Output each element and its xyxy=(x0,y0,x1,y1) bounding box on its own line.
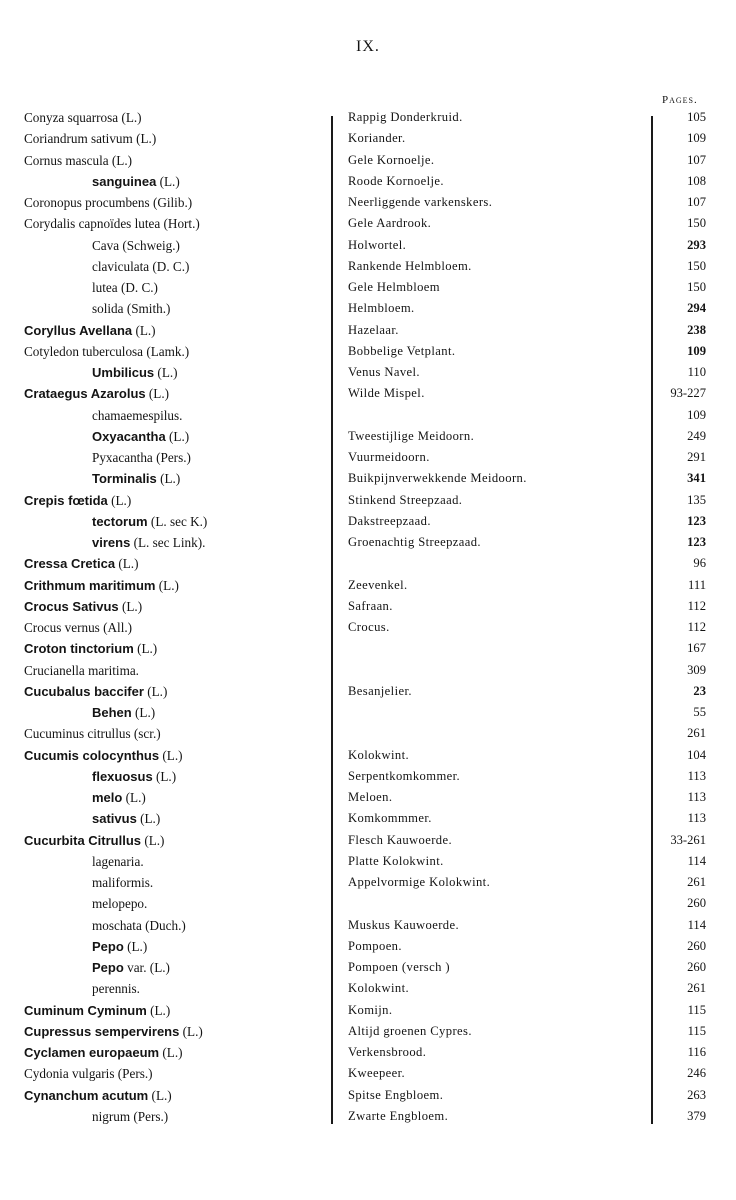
latin-name xyxy=(92,872,392,893)
species-name: Corydalis capnoïdes lutea xyxy=(24,216,161,232)
author-citation: (L.) xyxy=(123,938,148,954)
page-reference: 33-261 xyxy=(670,832,706,847)
author-citation: (L.) xyxy=(108,152,133,168)
author-citation: (Lamk.) xyxy=(143,343,190,359)
species-name: perennis. xyxy=(92,981,140,997)
author-citation: (L.) xyxy=(141,832,165,848)
dutch-name: Platte Kolokwint. xyxy=(348,853,444,868)
page-reference: 112 xyxy=(687,620,706,634)
page-reference: 379 xyxy=(687,1108,706,1123)
author-citation: var. (L.) xyxy=(123,960,170,975)
latin-name xyxy=(92,468,392,489)
latin-name xyxy=(24,213,324,234)
dutch-name: Gele Helmbloem xyxy=(348,280,440,294)
species-name: Pepo xyxy=(92,938,124,954)
index-row xyxy=(0,362,736,383)
dutch-name: Appelvormige Kolokwint. xyxy=(348,875,491,889)
dutch-name: Vuurmeidoorn. xyxy=(348,450,430,464)
page-reference: 263 xyxy=(687,1087,706,1102)
page-reference: 150 xyxy=(687,258,706,273)
latin-name xyxy=(24,107,324,128)
index-row xyxy=(0,107,736,128)
species-name: Cuminum Cyminum xyxy=(24,1002,147,1018)
index-row xyxy=(0,213,736,234)
index-row xyxy=(0,915,736,936)
dutch-name: Gele Aardrook. xyxy=(348,216,432,231)
index-row xyxy=(0,320,736,341)
dutch-name: Rappig Donderkruid. xyxy=(348,110,463,124)
index-row xyxy=(0,702,736,723)
latin-name xyxy=(24,320,324,341)
author-citation: (L.) xyxy=(122,790,146,805)
dutch-name: Pompoen. xyxy=(348,938,402,953)
index-row xyxy=(0,617,736,638)
index-row xyxy=(0,1063,736,1084)
latin-name xyxy=(92,171,392,192)
latin-name xyxy=(24,128,324,149)
page-reference: 293 xyxy=(687,237,706,252)
page-reference: 249 xyxy=(687,428,706,443)
index-row xyxy=(0,468,736,489)
latin-name xyxy=(92,766,392,787)
page-reference: 123 xyxy=(687,513,706,528)
latin-name xyxy=(24,150,324,171)
author-citation: (L.) xyxy=(143,683,168,699)
dutch-name: Kweepeer. xyxy=(348,1066,406,1081)
species-name: Cucumis colocynthus xyxy=(24,747,160,763)
author-citation: (D. C.) xyxy=(117,280,158,295)
author-citation: (D. C.) xyxy=(149,258,190,274)
page-reference: 150 xyxy=(687,216,706,231)
dutch-name: Tweestijlige Meidoorn. xyxy=(348,428,475,443)
page-reference: 110 xyxy=(687,365,706,379)
author-citation: (Pers.) xyxy=(130,1108,169,1124)
latin-name xyxy=(92,511,392,532)
page-reference: 109 xyxy=(687,343,706,358)
dutch-name: Kolokwint. xyxy=(348,747,410,762)
species-name: nigrum xyxy=(92,1108,131,1124)
author-citation: (All.) xyxy=(99,620,133,635)
page-reference: 246 xyxy=(687,1066,706,1081)
index-row xyxy=(0,553,736,574)
page-reference: 341 xyxy=(687,471,706,486)
dutch-name: Komkommmer. xyxy=(348,811,432,826)
latin-name xyxy=(92,978,392,999)
author-citation: (Schweig.) xyxy=(119,237,180,253)
latin-name xyxy=(24,1085,324,1106)
latin-name xyxy=(24,638,324,659)
page-reference: 107 xyxy=(687,195,706,209)
author-citation: (L.) xyxy=(156,471,181,487)
species-name: chamaemespilus. xyxy=(92,407,183,423)
page-reference: 291 xyxy=(687,450,706,464)
dutch-name: Pompoen (versch ) xyxy=(348,960,450,974)
species-name: sanguinea xyxy=(92,173,157,189)
dutch-name: Crocus. xyxy=(348,620,390,634)
dutch-name: Rankende Helmbloem. xyxy=(348,258,472,273)
author-citation: (L.) xyxy=(159,1045,183,1060)
page-reference: 150 xyxy=(687,280,706,294)
dutch-name: Helmbloem. xyxy=(348,301,415,316)
dutch-name: Serpentkomkommer. xyxy=(348,768,461,783)
latin-name xyxy=(92,298,392,319)
author-citation: (Pers.) xyxy=(114,1066,153,1082)
page-reference: 238 xyxy=(687,322,706,337)
index-row xyxy=(0,235,736,256)
species-name: solida xyxy=(92,301,124,317)
dutch-name: Dakstreepzaad. xyxy=(348,513,431,528)
species-name: claviculata xyxy=(92,258,150,274)
latin-name xyxy=(92,532,392,553)
species-name: lagenaria. xyxy=(92,853,144,869)
latin-name xyxy=(24,490,324,511)
species-name: Cucubalus baccifer xyxy=(24,683,144,699)
author-citation: (L. sec Link). xyxy=(130,535,206,550)
index-row xyxy=(0,575,736,596)
latin-name xyxy=(92,256,392,277)
page-reference: 116 xyxy=(687,1045,706,1059)
page-reference: 109 xyxy=(687,407,706,422)
species-name: tectorum xyxy=(92,513,148,529)
page-reference: 114 xyxy=(687,917,706,932)
latin-name xyxy=(24,830,324,851)
page-reference: 104 xyxy=(687,747,706,762)
dutch-name: Hazelaar. xyxy=(348,322,399,337)
species-name: Cupressus sempervirens xyxy=(24,1023,180,1039)
dutch-name: Neerliggende varkenskers. xyxy=(348,195,493,209)
species-name: Pyxacantha xyxy=(92,450,153,465)
index-row xyxy=(0,766,736,787)
page-reference: 114 xyxy=(687,853,706,868)
page-reference: 309 xyxy=(687,662,706,677)
dutch-name: Wilde Mispel. xyxy=(348,386,425,401)
dutch-name: Venus Navel. xyxy=(348,365,420,379)
index-row xyxy=(0,341,736,362)
species-name: Cucurbita Citrullus xyxy=(24,832,142,848)
latin-name xyxy=(24,617,324,638)
page-reference: 167 xyxy=(687,641,706,656)
dutch-name: Meloen. xyxy=(348,790,393,804)
species-name: Oxyacantha xyxy=(92,428,166,444)
page-reference: 115 xyxy=(687,1023,706,1038)
author-citation: (L. sec K.) xyxy=(147,513,208,529)
latin-name xyxy=(92,702,392,723)
species-name: Crataegus Azarolus xyxy=(24,386,146,402)
latin-name xyxy=(24,723,324,744)
latin-name xyxy=(92,362,392,383)
index-row xyxy=(0,128,736,149)
page-reference: 261 xyxy=(687,981,706,996)
index-row xyxy=(0,872,736,893)
author-citation: (L.) xyxy=(118,598,143,614)
species-name: Coryllus Avellana xyxy=(24,322,133,338)
dutch-name: Groenachtig Streepzaad. xyxy=(348,535,481,549)
latin-name xyxy=(92,1106,392,1127)
dutch-name: Holwortel. xyxy=(348,237,407,252)
index-row xyxy=(0,511,736,532)
index-row xyxy=(0,596,736,617)
page-number: IX. xyxy=(356,38,380,55)
author-citation: (L.) xyxy=(131,705,156,720)
index-row xyxy=(0,298,736,319)
species-name: Cyclamen europaeum xyxy=(24,1045,160,1060)
latin-name xyxy=(24,1021,324,1042)
species-name: Coriandrum sativum xyxy=(24,131,133,147)
index-row xyxy=(0,1106,736,1127)
species-name: Cava xyxy=(92,237,120,253)
index-row xyxy=(0,1085,736,1106)
dutch-name: Spitse Engbloem. xyxy=(348,1087,444,1102)
dutch-name: Roode Kornoelje. xyxy=(348,173,444,188)
author-citation: (L.) xyxy=(136,811,161,827)
species-name: Crepis fœtida xyxy=(24,492,108,508)
page-reference: 113 xyxy=(687,790,706,804)
index-row xyxy=(0,936,736,957)
latin-name xyxy=(24,1063,324,1084)
species-name: Cynanchum acutum xyxy=(24,1087,149,1103)
index-row xyxy=(0,383,736,404)
species-name: melopepo. xyxy=(92,896,148,912)
dutch-name: Bobbelige Vetplant. xyxy=(348,343,456,358)
index-row xyxy=(0,638,736,659)
page-reference: 107 xyxy=(687,152,706,167)
index-row xyxy=(0,1000,736,1021)
index-row xyxy=(0,660,736,681)
author-citation: (L.) xyxy=(146,1002,171,1018)
latin-name xyxy=(92,426,392,447)
species-name: sativus xyxy=(92,811,137,827)
author-citation: (L.) xyxy=(156,173,180,189)
dutch-name: Zwarte Engbloem. xyxy=(348,1108,449,1123)
species-name: Conyza squarrosa xyxy=(24,110,119,125)
page-reference: 96 xyxy=(693,556,706,571)
latin-name xyxy=(92,851,392,872)
species-name: maliformis. xyxy=(92,875,154,890)
latin-name xyxy=(24,596,324,617)
page-reference: 123 xyxy=(687,535,706,549)
species-name: Croton tinctorium xyxy=(24,641,134,657)
latin-name xyxy=(92,447,392,468)
latin-name xyxy=(24,341,324,362)
index-row xyxy=(0,893,736,914)
page-reference: 113 xyxy=(687,811,706,826)
index-row xyxy=(0,681,736,702)
author-citation: (Smith.) xyxy=(123,301,171,317)
latin-name xyxy=(24,575,324,596)
index-row xyxy=(0,787,736,808)
index-row xyxy=(0,150,736,171)
author-citation: (L.) xyxy=(152,768,177,784)
index-row xyxy=(0,1042,736,1063)
page-reference: 23 xyxy=(693,683,706,698)
index-row xyxy=(0,808,736,829)
author-citation: (L.) xyxy=(132,131,157,147)
index-row xyxy=(0,1021,736,1042)
dutch-name: Zeevenkel. xyxy=(348,577,408,592)
species-name: Cornus mascula xyxy=(24,152,109,168)
species-name: flexuosus xyxy=(92,768,153,784)
dutch-name: Stinkend Streepzaad. xyxy=(348,492,463,507)
index-row xyxy=(0,426,736,447)
page-reference: 261 xyxy=(687,726,706,741)
index-row xyxy=(0,256,736,277)
species-name: Cydonia vulgaris xyxy=(24,1066,115,1082)
index-row xyxy=(0,192,736,213)
author-citation: (scr.) xyxy=(130,726,161,742)
index-row xyxy=(0,490,736,511)
author-citation: (L.) xyxy=(118,110,142,125)
latin-name xyxy=(92,235,392,256)
species-name: Pepo xyxy=(92,960,124,975)
species-name: Umbilicus xyxy=(92,365,155,380)
species-name: Crucianella maritima. xyxy=(24,662,139,678)
index-row xyxy=(0,532,736,553)
author-citation: (Hort.) xyxy=(160,216,200,232)
index-row xyxy=(0,405,736,426)
latin-name xyxy=(92,936,392,957)
page-reference: 111 xyxy=(688,577,706,592)
dutch-name: Besanjelier. xyxy=(348,683,412,698)
latin-name xyxy=(92,405,392,426)
page-reference: 93-227 xyxy=(670,386,706,401)
latin-name xyxy=(24,383,324,404)
latin-name xyxy=(24,745,324,766)
author-citation: (L.) xyxy=(115,556,139,572)
index-row xyxy=(0,745,736,766)
author-citation: (Duch.) xyxy=(141,917,186,933)
page-reference: 135 xyxy=(687,492,706,507)
dutch-name: Muskus Kauwoerde. xyxy=(348,917,460,932)
page-reference: 260 xyxy=(687,896,706,911)
index-row xyxy=(0,277,736,298)
page-reference: 115 xyxy=(687,1002,706,1017)
author-citation: (Gilib.) xyxy=(149,195,193,210)
author-citation: (L.) xyxy=(179,1023,203,1039)
species-name: virens xyxy=(92,535,131,550)
author-citation: (L.) xyxy=(165,428,190,444)
author-citation: (L.) xyxy=(154,365,178,380)
species-name: Crocus vernus xyxy=(24,620,100,635)
author-citation: (L.) xyxy=(133,641,158,657)
author-citation: (L.) xyxy=(107,492,132,508)
species-name: Crocus Sativus xyxy=(24,598,119,614)
page-reference: 109 xyxy=(687,131,706,146)
page-reference: 108 xyxy=(687,173,706,188)
index-row xyxy=(0,978,736,999)
pages-column-header: Pages. xyxy=(662,94,698,106)
author-citation: (L.) xyxy=(145,386,170,402)
page-reference: 294 xyxy=(687,301,706,316)
author-citation: (L.) xyxy=(155,577,179,593)
dutch-name: Koriander. xyxy=(348,131,406,146)
dutch-name: Kolokwint. xyxy=(348,981,410,996)
page-reference: 260 xyxy=(687,960,706,974)
latin-name xyxy=(24,681,324,702)
dutch-name: Gele Kornoelje. xyxy=(348,152,435,167)
dutch-name: Verkensbrood. xyxy=(348,1045,427,1059)
page-reference: 261 xyxy=(687,875,706,889)
author-citation: (L.) xyxy=(159,747,183,763)
author-citation: (L.) xyxy=(132,322,156,338)
species-name: lutea xyxy=(92,280,118,295)
latin-name xyxy=(24,192,324,213)
species-name: Cotyledon tuberculosa xyxy=(24,343,144,359)
species-name: Cucuminus citrullus xyxy=(24,726,131,742)
page-reference: 55 xyxy=(693,705,706,719)
index-row xyxy=(0,851,736,872)
species-name: melo xyxy=(92,790,123,805)
dutch-name: Altijd groenen Cypres. xyxy=(348,1023,472,1038)
species-name: Crithmum maritimum xyxy=(24,577,156,593)
species-name: Torminalis xyxy=(92,471,157,487)
latin-name xyxy=(24,1000,324,1021)
latin-name xyxy=(92,787,392,808)
dutch-name: Flesch Kauwoerde. xyxy=(348,832,453,847)
index-row xyxy=(0,447,736,468)
page-reference: 113 xyxy=(687,768,706,783)
species-name: Cressa Cretica xyxy=(24,556,116,572)
dutch-name: Komijn. xyxy=(348,1002,393,1017)
author-citation: (Pers.) xyxy=(152,450,191,465)
index-row xyxy=(0,830,736,851)
species-name: Behen xyxy=(92,705,132,720)
page-reference: 260 xyxy=(687,938,706,953)
latin-name xyxy=(24,553,324,574)
index-row xyxy=(0,723,736,744)
page-reference: 105 xyxy=(687,110,706,124)
latin-name xyxy=(92,893,392,914)
latin-name xyxy=(92,808,392,829)
index-row xyxy=(0,171,736,192)
species-name: moschata xyxy=(92,917,142,933)
latin-name xyxy=(24,1042,324,1063)
latin-name xyxy=(92,277,392,298)
latin-name xyxy=(24,660,324,681)
index-row xyxy=(0,957,736,978)
latin-name xyxy=(92,957,392,978)
author-citation: (L.) xyxy=(148,1087,172,1103)
latin-name xyxy=(92,915,392,936)
dutch-name: Safraan. xyxy=(348,598,393,613)
page-reference: 112 xyxy=(687,598,706,613)
species-name: Coronopus procumbens xyxy=(24,195,150,210)
dutch-name: Buikpijnverwekkende Meidoorn. xyxy=(348,471,527,486)
